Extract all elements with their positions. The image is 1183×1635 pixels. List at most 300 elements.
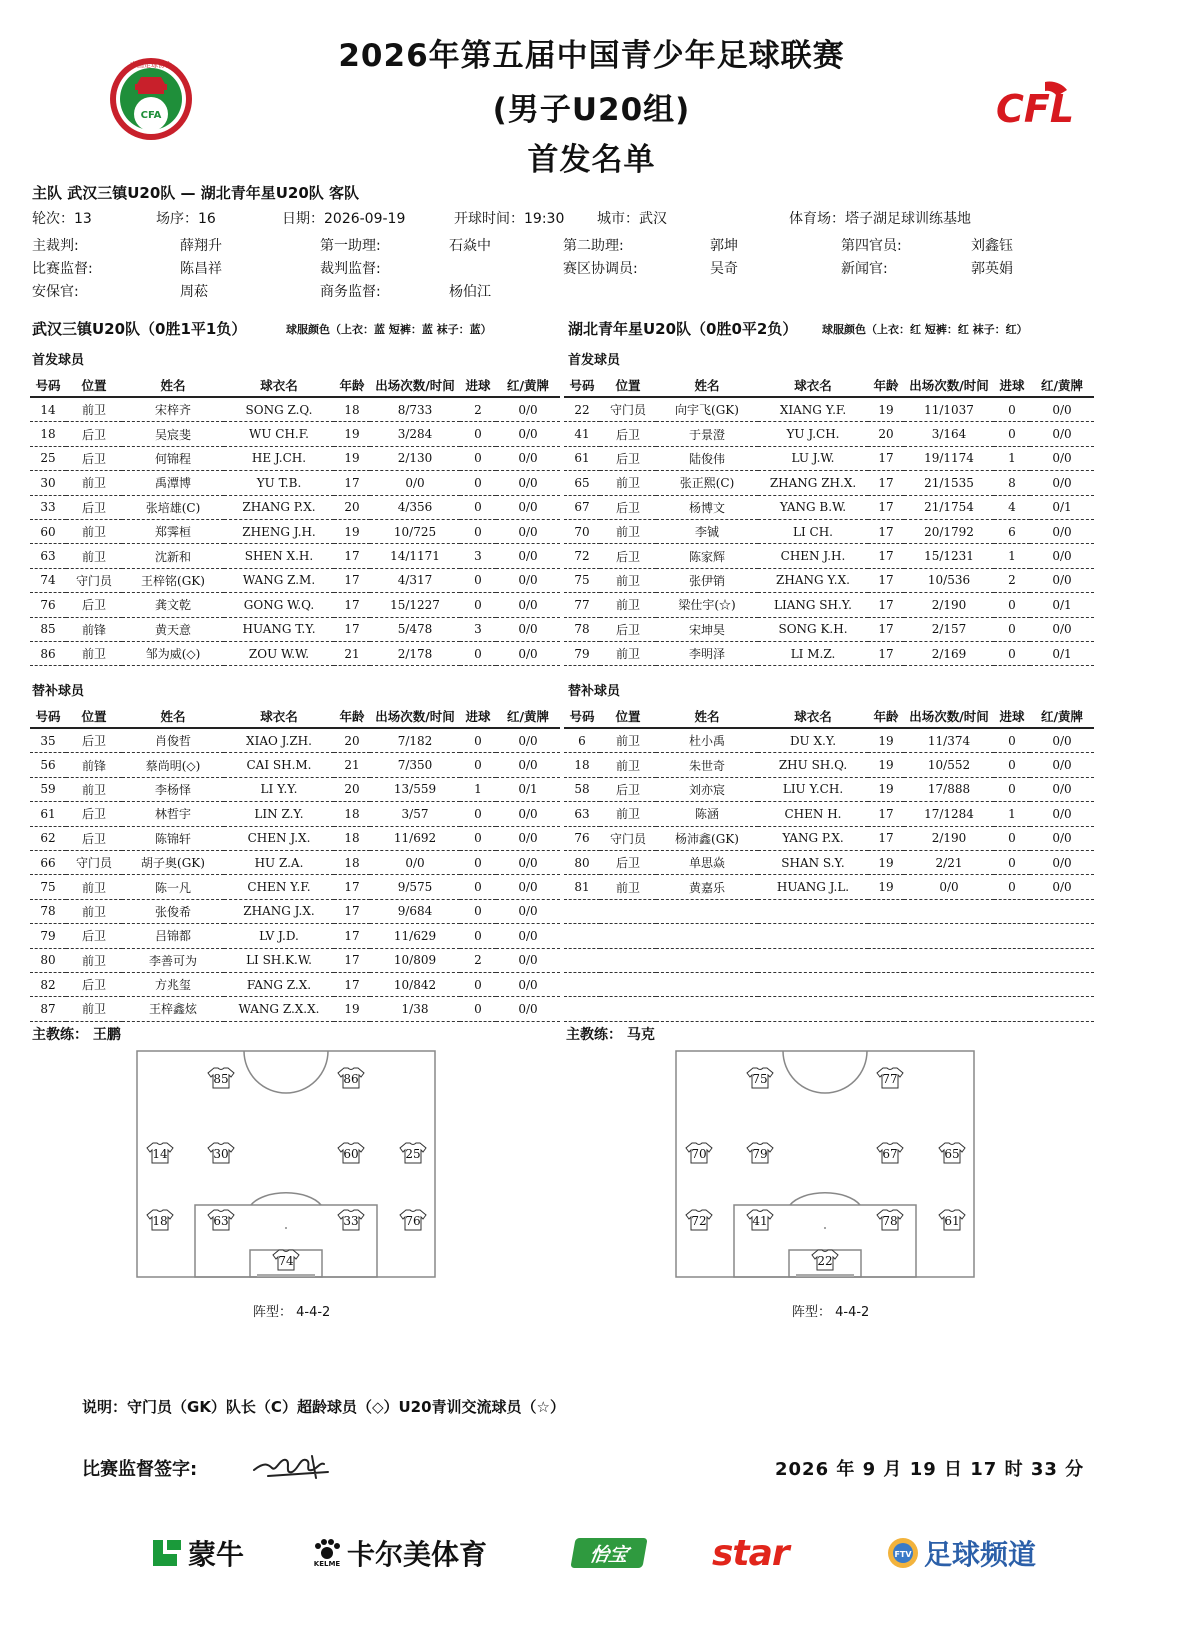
player-goals: 3 xyxy=(460,544,496,568)
player-age: 17 xyxy=(868,593,904,617)
player-position: 前卫 xyxy=(66,641,122,665)
player-appearances: 21/1535 xyxy=(904,471,994,495)
player-jersey-name: YU J.CH. xyxy=(758,422,868,446)
player-jersey-name: CHEN H. xyxy=(758,802,868,826)
player-goals: 0 xyxy=(994,617,1030,641)
player-age: 17 xyxy=(334,568,370,592)
player-jersey-name: CHEN J.H. xyxy=(758,544,868,568)
table-row xyxy=(30,519,560,543)
player-cards: 0/0 xyxy=(1030,753,1094,777)
player-name: 方兆玺 xyxy=(122,972,224,996)
table-row xyxy=(564,972,1094,996)
player-goals xyxy=(994,924,1030,948)
table-row xyxy=(30,446,560,470)
player-number: 72 xyxy=(564,544,600,568)
pitch-player-number: 22 xyxy=(817,1254,833,1268)
away-starters-table xyxy=(564,374,1094,666)
player-name: 李善可为 xyxy=(122,948,224,972)
player-age: 18 xyxy=(334,397,370,422)
official-label: 赛区协调员: xyxy=(563,261,638,277)
player-jersey-name: HUANG T.Y. xyxy=(224,617,334,641)
player-number xyxy=(564,972,600,996)
player-goals: 0 xyxy=(460,519,496,543)
table-row xyxy=(564,446,1094,470)
pitch-player-jersey xyxy=(208,1210,234,1230)
player-goals: 0 xyxy=(994,753,1030,777)
player-appearances: 11/629 xyxy=(370,924,460,948)
table-row xyxy=(564,753,1094,777)
city: 城市：武汉 xyxy=(597,211,667,227)
player-name xyxy=(656,948,758,972)
player-goals: 0 xyxy=(460,446,496,470)
player-cards: 0/0 xyxy=(1030,617,1094,641)
player-cards: 0/0 xyxy=(1030,802,1094,826)
player-cards: 0/0 xyxy=(496,875,560,899)
player-goals: 8 xyxy=(994,471,1030,495)
player-goals xyxy=(994,997,1030,1021)
player-position: 前卫 xyxy=(66,899,122,923)
col-jersey-name-header: 球衣名 xyxy=(224,705,334,728)
player-name: 陈涵 xyxy=(656,802,758,826)
player-cards: 0/0 xyxy=(1030,519,1094,543)
player-appearances: 14/1171 xyxy=(370,544,460,568)
col-goals-header: 进球 xyxy=(994,705,1030,728)
player-name: 张俊希 xyxy=(122,899,224,923)
paw-icon xyxy=(313,1538,341,1560)
player-age: 17 xyxy=(334,593,370,617)
player-position: 后卫 xyxy=(66,593,122,617)
player-goals: 0 xyxy=(994,728,1030,753)
kickoff: 开球时间：19:30 xyxy=(454,211,565,227)
pitch-player-jersey xyxy=(747,1068,773,1088)
player-age: 18 xyxy=(334,802,370,826)
player-name: 王梓鑫炫 xyxy=(122,997,224,1021)
player-position: 前卫 xyxy=(66,948,122,972)
player-jersey-name: LIN Z.Y. xyxy=(224,802,334,826)
player-position: 前卫 xyxy=(600,728,656,753)
player-number: 70 xyxy=(564,519,600,543)
pitch-player-number: 85 xyxy=(213,1072,229,1086)
player-number: 6 xyxy=(564,728,600,753)
player-number: 79 xyxy=(30,924,66,948)
player-appearances: 7/182 xyxy=(370,728,460,753)
pitch-player-number: 61 xyxy=(944,1214,960,1228)
pitch-player-jersey xyxy=(338,1068,364,1088)
player-age: 19 xyxy=(334,422,370,446)
player-number: 18 xyxy=(30,422,66,446)
table-row xyxy=(564,519,1094,543)
player-cards: 0/0 xyxy=(496,948,560,972)
player-appearances: 4/317 xyxy=(370,568,460,592)
pitch-player-jersey xyxy=(877,1068,903,1088)
player-position: 后卫 xyxy=(66,802,122,826)
pitch-player-jersey xyxy=(747,1210,773,1230)
col-position-header: 位置 xyxy=(66,374,122,397)
player-position: 后卫 xyxy=(66,446,122,470)
away-formation: 阵型： 4-4-2 xyxy=(792,1305,870,1320)
player-jersey-name: YU T.B. xyxy=(224,471,334,495)
player-cards: 0/0 xyxy=(496,924,560,948)
player-cards: 0/0 xyxy=(1030,728,1094,753)
player-goals: 0 xyxy=(994,593,1030,617)
cfa-ring-text: 中国足球协会 xyxy=(130,61,172,69)
player-position: 后卫 xyxy=(600,544,656,568)
player-appearances: 10/725 xyxy=(370,519,460,543)
official-value: 薛翔升 xyxy=(180,238,222,254)
col-appearances-header: 出场次数/时间 xyxy=(904,705,994,728)
away-coach: 主教练： 马克 xyxy=(566,1027,655,1043)
player-age: 20 xyxy=(334,728,370,753)
player-name: 黄嘉乐 xyxy=(656,875,758,899)
home-formation-pitch xyxy=(136,1050,436,1278)
player-appearances: 17/888 xyxy=(904,777,994,801)
player-goals: 0 xyxy=(460,568,496,592)
player-age: 17 xyxy=(334,948,370,972)
player-jersey-name xyxy=(758,972,868,996)
player-number: 59 xyxy=(30,777,66,801)
player-name xyxy=(656,997,758,1021)
table-row xyxy=(564,568,1094,592)
player-position: 后卫 xyxy=(600,495,656,519)
official-value: 陈昌祥 xyxy=(180,261,222,277)
player-jersey-name: HE J.CH. xyxy=(224,446,334,470)
col-cards-header: 红/黄牌 xyxy=(1030,374,1094,397)
player-name: 陈一凡 xyxy=(122,875,224,899)
col-age-header: 年龄 xyxy=(868,374,904,397)
player-age: 21 xyxy=(334,753,370,777)
player-appearances: 15/1231 xyxy=(904,544,994,568)
player-jersey-name: HU Z.A. xyxy=(224,850,334,874)
player-jersey-name: ZHANG ZH.X. xyxy=(758,471,868,495)
player-name: 黄天意 xyxy=(122,617,224,641)
player-appearances: 8/733 xyxy=(370,397,460,422)
ftv-icon xyxy=(886,1536,920,1570)
col-goals-header: 进球 xyxy=(994,374,1030,397)
player-name: 杨沛鑫(GK) xyxy=(656,826,758,850)
player-age: 19 xyxy=(868,728,904,753)
table-row xyxy=(30,826,560,850)
player-cards: 0/0 xyxy=(1030,397,1094,422)
player-age: 19 xyxy=(868,397,904,422)
player-goals: 0 xyxy=(460,850,496,874)
player-age: 17 xyxy=(334,471,370,495)
pitch-player-jersey xyxy=(273,1250,299,1270)
player-number: 61 xyxy=(564,446,600,470)
player-appearances: 10/809 xyxy=(370,948,460,972)
player-goals: 0 xyxy=(460,997,496,1021)
player-jersey-name: SONG K.H. xyxy=(758,617,868,641)
col-number-header: 号码 xyxy=(30,705,66,728)
player-number: 80 xyxy=(564,850,600,874)
pitch-player-jersey xyxy=(747,1143,773,1163)
player-age: 17 xyxy=(334,899,370,923)
player-jersey-name: WANG Z.X.X. xyxy=(224,997,334,1021)
pitch-player-number: 41 xyxy=(752,1214,768,1228)
table-row xyxy=(564,850,1094,874)
official-label: 裁判监督: xyxy=(320,261,381,277)
player-appearances: 2/190 xyxy=(904,593,994,617)
player-number xyxy=(564,924,600,948)
table-row xyxy=(564,826,1094,850)
pitch-player-jersey xyxy=(812,1250,838,1270)
player-number: 86 xyxy=(30,641,66,665)
player-position: 前锋 xyxy=(66,753,122,777)
player-appearances: 10/536 xyxy=(904,568,994,592)
table-row xyxy=(30,495,560,519)
player-appearances: 7/350 xyxy=(370,753,460,777)
player-number: 30 xyxy=(30,471,66,495)
player-jersey-name: ZOU W.W. xyxy=(224,641,334,665)
player-cards: 0/0 xyxy=(496,753,560,777)
player-number: 66 xyxy=(30,850,66,874)
player-cards: 0/0 xyxy=(1030,826,1094,850)
table-row xyxy=(30,924,560,948)
player-position: 前卫 xyxy=(66,997,122,1021)
table-row xyxy=(564,899,1094,923)
away-kit-colors: 球服颜色（上衣：红 短裤：红 袜子：红） xyxy=(822,323,1028,336)
official-label: 主裁判: xyxy=(32,238,79,254)
table-row xyxy=(30,875,560,899)
pitch-player-jersey xyxy=(400,1210,426,1230)
table-row xyxy=(30,568,560,592)
player-name: 陆俊伟 xyxy=(656,446,758,470)
ftv-small-text: FTV xyxy=(894,1550,912,1559)
player-age: 19 xyxy=(868,753,904,777)
player-appearances: 10/842 xyxy=(370,972,460,996)
table-row xyxy=(564,593,1094,617)
player-appearances: 9/575 xyxy=(370,875,460,899)
pitch-player-number: 78 xyxy=(882,1214,898,1228)
player-appearances: 0/0 xyxy=(370,471,460,495)
player-age xyxy=(868,997,904,1021)
away-starters-title: 首发球员 xyxy=(568,353,621,368)
player-position: 前卫 xyxy=(66,471,122,495)
player-position xyxy=(600,948,656,972)
fixture: 主队 武汉三镇U20队 — 湖北青年星U20队 客队 xyxy=(32,184,359,202)
col-name-header: 姓名 xyxy=(656,374,758,397)
pitch-player-number: 63 xyxy=(213,1214,229,1228)
player-cards: 0/0 xyxy=(1030,544,1094,568)
table-row xyxy=(30,948,560,972)
player-cards xyxy=(1030,899,1094,923)
player-appearances: 0/0 xyxy=(904,875,994,899)
pitch-player-number: 18 xyxy=(152,1214,168,1228)
player-name: 李杨怿 xyxy=(122,777,224,801)
col-appearances-header: 出场次数/时间 xyxy=(904,374,994,397)
table-row xyxy=(30,471,560,495)
player-cards: 0/0 xyxy=(496,899,560,923)
official-label: 商务监督: xyxy=(320,284,381,300)
player-number: 82 xyxy=(30,972,66,996)
player-age: 17 xyxy=(334,617,370,641)
col-jersey-name-header: 球衣名 xyxy=(758,374,868,397)
player-position: 前锋 xyxy=(66,617,122,641)
home-formation: 阵型： 4-4-2 xyxy=(253,1305,331,1320)
player-age: 17 xyxy=(334,544,370,568)
table-row xyxy=(30,753,560,777)
official-value: 吴奇 xyxy=(710,261,738,277)
player-appearances: 3/284 xyxy=(370,422,460,446)
player-name: 李铖 xyxy=(656,519,758,543)
table-row xyxy=(30,641,560,665)
player-age xyxy=(868,948,904,972)
player-number: 75 xyxy=(564,568,600,592)
player-jersey-name: ZHU SH.Q. xyxy=(758,753,868,777)
player-name: 于景澄 xyxy=(656,422,758,446)
player-age: 17 xyxy=(868,519,904,543)
official-value: 郭坤 xyxy=(710,238,738,254)
player-number: 78 xyxy=(564,617,600,641)
col-number-header: 号码 xyxy=(564,705,600,728)
player-position: 后卫 xyxy=(600,850,656,874)
player-appearances: 13/559 xyxy=(370,777,460,801)
home-kit-colors: 球服颜色（上衣：蓝 短裤：蓝 袜子：蓝） xyxy=(286,323,492,336)
player-name: 张伊销 xyxy=(656,568,758,592)
player-jersey-name: XIAO J.ZH. xyxy=(224,728,334,753)
player-position: 前卫 xyxy=(66,777,122,801)
player-goals: 2 xyxy=(994,568,1030,592)
player-jersey-name: SHEN X.H. xyxy=(224,544,334,568)
player-position: 后卫 xyxy=(66,826,122,850)
player-appearances: 21/1754 xyxy=(904,495,994,519)
player-cards: 0/0 xyxy=(1030,875,1094,899)
pitch-player-number: 86 xyxy=(343,1072,359,1086)
player-name: 龚文乾 xyxy=(122,593,224,617)
player-age: 20 xyxy=(334,495,370,519)
player-number: 58 xyxy=(564,777,600,801)
col-cards-header: 红/黄牌 xyxy=(1030,705,1094,728)
player-appearances xyxy=(904,948,994,972)
yibao-text: 怡宝 xyxy=(587,1543,630,1566)
player-name: 陈家辉 xyxy=(656,544,758,568)
player-age: 17 xyxy=(868,641,904,665)
col-age-header: 年龄 xyxy=(334,374,370,397)
player-cards: 0/0 xyxy=(496,568,560,592)
player-goals: 0 xyxy=(994,875,1030,899)
player-cards: 0/0 xyxy=(496,972,560,996)
table-row xyxy=(564,641,1094,665)
player-position: 后卫 xyxy=(66,728,122,753)
player-name: 吕锦都 xyxy=(122,924,224,948)
table-row xyxy=(564,777,1094,801)
player-number: 87 xyxy=(30,997,66,1021)
pitch-player-number: 72 xyxy=(691,1214,707,1228)
player-goals: 0 xyxy=(460,753,496,777)
player-jersey-name xyxy=(758,899,868,923)
official-value: 郭英娟 xyxy=(971,261,1013,277)
pitch-player-number: 79 xyxy=(752,1147,768,1161)
player-cards: 0/0 xyxy=(496,593,560,617)
player-age: 20 xyxy=(334,777,370,801)
player-cards: 0/0 xyxy=(496,617,560,641)
player-appearances: 4/356 xyxy=(370,495,460,519)
player-age xyxy=(868,899,904,923)
stadium: 体育场：塔子湖足球训练基地 xyxy=(789,211,971,227)
player-number: 80 xyxy=(30,948,66,972)
player-goals: 4 xyxy=(994,495,1030,519)
player-name: 蔡尚明(◇) xyxy=(122,753,224,777)
player-goals: 0 xyxy=(460,495,496,519)
table-row xyxy=(30,777,560,801)
table-row xyxy=(30,617,560,641)
signature-label: 比赛监督签字: xyxy=(82,1459,198,1480)
title-line-3: 首发名单 xyxy=(527,142,656,178)
title-line-2: (男子U20组) xyxy=(492,92,691,128)
player-name: 单思焱 xyxy=(656,850,758,874)
round: 轮次：13 xyxy=(32,211,92,227)
table-row xyxy=(564,495,1094,519)
pitch-player-jersey xyxy=(400,1143,426,1163)
player-jersey-name: FANG Z.X. xyxy=(224,972,334,996)
player-name: 陈锦轩 xyxy=(122,826,224,850)
table-row xyxy=(564,802,1094,826)
player-name: 邹为威(◇) xyxy=(122,641,224,665)
pitch-player-number: 75 xyxy=(752,1072,768,1086)
player-age: 18 xyxy=(334,850,370,874)
player-appearances: 20/1792 xyxy=(904,519,994,543)
official-label: 新闻官: xyxy=(841,261,888,277)
pitch-player-number: 30 xyxy=(213,1147,229,1161)
player-cards: 0/0 xyxy=(1030,850,1094,874)
cfl-text: CFL xyxy=(995,87,1075,130)
home-starters-table xyxy=(30,374,560,666)
home-coach: 主教练： 王鹏 xyxy=(32,1027,121,1043)
pitch-player-number: 74 xyxy=(278,1254,294,1268)
player-age: 17 xyxy=(868,802,904,826)
table-row xyxy=(564,544,1094,568)
col-name-header: 姓名 xyxy=(122,374,224,397)
player-cards: 0/0 xyxy=(496,397,560,422)
player-cards: 0/0 xyxy=(1030,568,1094,592)
player-position: 前卫 xyxy=(600,593,656,617)
col-position-header: 位置 xyxy=(66,705,122,728)
player-position xyxy=(600,899,656,923)
table-row xyxy=(30,728,560,753)
player-appearances: 11/1037 xyxy=(904,397,994,422)
player-age: 17 xyxy=(868,826,904,850)
player-position: 守门员 xyxy=(66,568,122,592)
player-goals: 0 xyxy=(460,899,496,923)
player-name: 刘亦宸 xyxy=(656,777,758,801)
player-jersey-name xyxy=(758,997,868,1021)
table-row xyxy=(564,471,1094,495)
table-row xyxy=(564,422,1094,446)
player-age: 19 xyxy=(868,875,904,899)
player-goals xyxy=(994,948,1030,972)
table-row xyxy=(30,850,560,874)
pitch-player-number: 25 xyxy=(405,1147,421,1161)
match-no: 场序：16 xyxy=(156,211,216,227)
player-appearances: 19/1174 xyxy=(904,446,994,470)
player-number: 74 xyxy=(30,568,66,592)
official-value: 杨伯江 xyxy=(449,284,491,300)
home-team-header: 武汉三镇U20队（0胜1平1负） xyxy=(32,320,247,338)
player-position: 后卫 xyxy=(600,422,656,446)
player-position xyxy=(600,972,656,996)
player-jersey-name: DU X.Y. xyxy=(758,728,868,753)
player-cards: 0/0 xyxy=(496,728,560,753)
player-cards: 0/0 xyxy=(1030,422,1094,446)
player-jersey-name: WU CH.F. xyxy=(224,422,334,446)
col-appearances-header: 出场次数/时间 xyxy=(370,374,460,397)
table-row xyxy=(564,948,1094,972)
player-jersey-name: ZHANG P.X. xyxy=(224,495,334,519)
player-jersey-name: WANG Z.M. xyxy=(224,568,334,592)
col-cards-header: 红/黄牌 xyxy=(496,374,560,397)
table-row xyxy=(564,617,1094,641)
player-goals: 0 xyxy=(994,422,1030,446)
pitch-player-jersey xyxy=(208,1143,234,1163)
